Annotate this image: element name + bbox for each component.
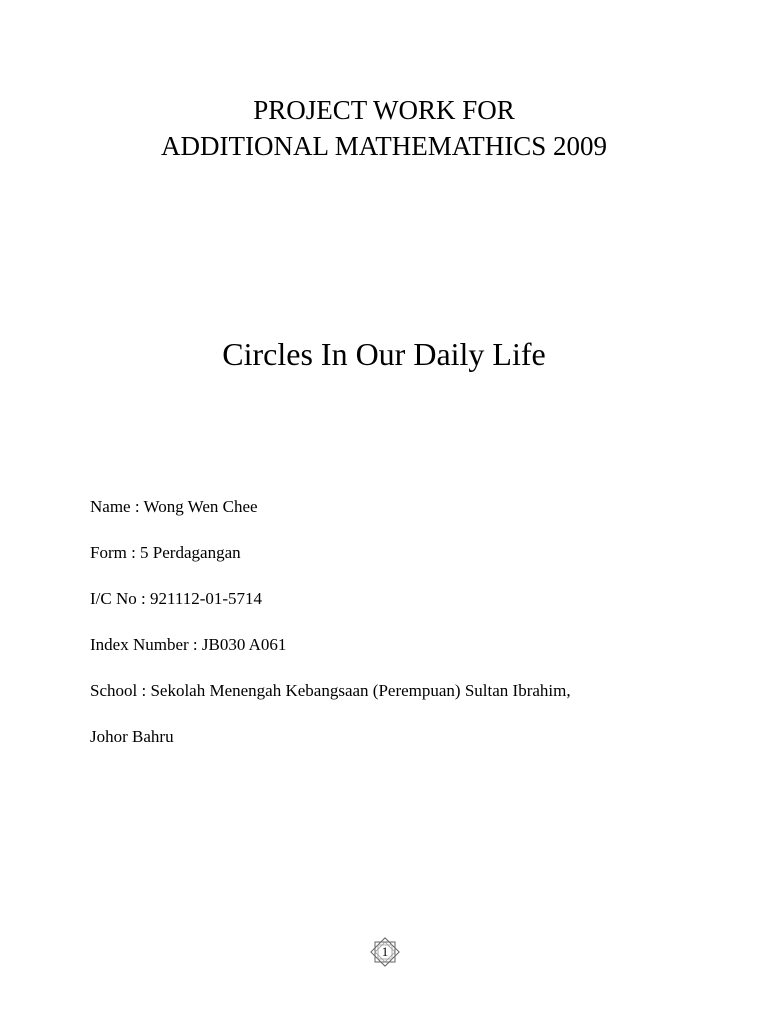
detail-ic-no: I/C No : 921112-01-5714 <box>90 589 263 608</box>
detail-school: School : Sekolah Menengah Kebangsaan (Perempuan) Sultan Ibrahim, <box>90 681 571 700</box>
detail-name: Name : Wong Wen Chee <box>90 497 258 516</box>
page-number-badge <box>367 935 403 969</box>
document-title <box>0 92 768 164</box>
detail-school-continued: Johor Bahru <box>90 727 174 746</box>
title-line-1: PROJECT WORK FOR <box>253 95 515 125</box>
detail-form: Form : 5 Perdagangan <box>90 543 241 562</box>
page-number: 1 <box>381 944 389 959</box>
title-line-2: ADDITIONAL MATHEMATHICS 2009 <box>161 131 607 161</box>
detail-index-number: Index Number : JB030 A061 <box>90 635 287 654</box>
project-subtitle: Circles In Our Daily Life <box>222 336 546 372</box>
student-details <box>90 496 730 772</box>
